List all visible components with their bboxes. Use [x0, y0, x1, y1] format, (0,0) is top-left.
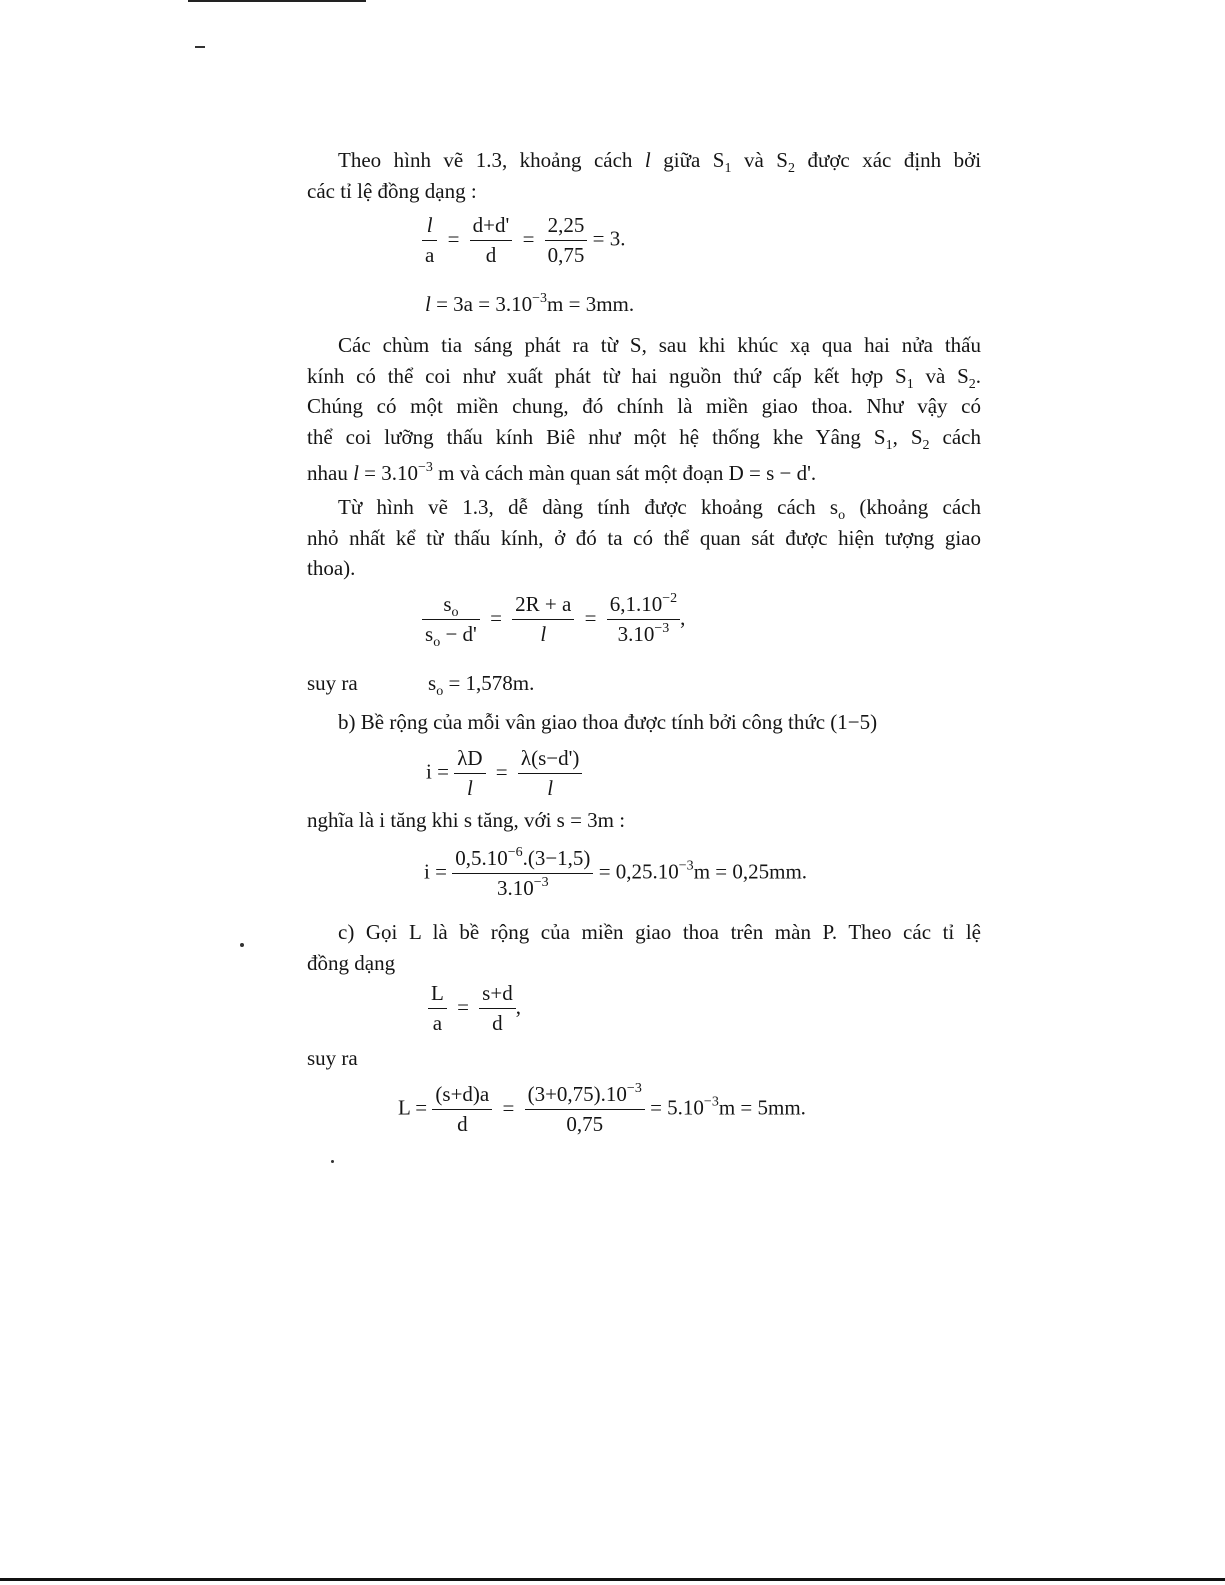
top-rule [188, 0, 366, 2]
text: Các chùm tia sáng phát ra từ S, sau khi khúc xạ qua hai nửa thấu [338, 333, 981, 357]
equation-ratio-l-a: $\frac{l}{a}$ = $\frac{d+d'}{d}$ = $\frac{2,25}{0,75}$ = 3. [422, 213, 626, 268]
text: giữa [663, 148, 701, 172]
s0-result: $s_o = 1,578m$. [428, 671, 535, 699]
paragraph-b: b) Bề rộng của mỗi vân giao thoa được tính bởi công thức (1−5) [338, 710, 878, 734]
suy-ra-label: suy ra [307, 671, 358, 695]
bottom-rule [0, 1578, 1225, 1581]
paragraph-c [307, 917, 981, 978]
text: Theo hình vẽ 1.3, khoảng cách [338, 148, 633, 172]
scan-dot [331, 1160, 334, 1163]
text: được xác định bởi [807, 148, 982, 172]
paragraph-3: Từ hình vẽ 1.3, dễ dàng tính được khoảng cách $s_o$ (khoảng cách nhỏ nhất kể từ thấu kính, ở đó ta có thể quan sát được hiện tượng giao thoa). [307, 492, 981, 584]
equation-s0-ratio: $\frac{s_o}{s_o - d'}$ = $\frac{2R + a}{l}$ = $\frac{6,1.10^{-2}}{3.10^{-3}}$ , [422, 592, 685, 647]
paragraph-2: Các chùm tia sáng phát ra từ S, sau khi khúc xạ qua hai nửa thấu kính có thể coi như xuất phát từ hai nguồn thứ cấp kết hợp $S_1$ và $S_2$. Chúng có một miền chung, đó chính là miền giao thoa. Như vậy có thể coi lưỡng thấu kính Biê như một hệ thống khe Yâng $S_1$, $S_2$ cách nhau $l = 3.10^{-3}$ m và cách màn quan sát một đoạn D = s − d'. [307, 330, 981, 489]
equation-fringe-width: i = $\frac{\lambda D}{l}$ = $\frac{\lambda(s-d')}{l}$ [426, 746, 582, 801]
equation-l-value: $l = 3a = 3.10^{-3}m = 3mm$. [425, 291, 635, 316]
text: nhỏ nhất kể từ thấu kính, ở đó ta có thể quan sát được hiện tượng giao [307, 525, 981, 550]
paragraph-5: nghĩa là i tăng khi s tăng, với s = 3m : [307, 808, 626, 832]
text: Chúng có một miền chung, đó chính là miền giao thoa. Như vậy có [307, 394, 981, 418]
text: S [776, 148, 788, 172]
text: đồng dạng [307, 950, 396, 975]
text: thoa). [307, 556, 356, 580]
equation-L-value: L = $\frac{(s+d)a}{d}$ = $\frac{(3+0,75).10^{-3}}{0,75}$ = $5.10^{-3}m = 5mm$. [398, 1081, 806, 1137]
equation-i-value: i = $\frac{0,5.10^{-6}.(3-1,5)}{3.10^{-3}}$ = $0,25.10^{-3}m = 0,25mm$. [424, 845, 808, 901]
suy-ra-label-2: suy ra [307, 1046, 358, 1070]
var-l: l [644, 148, 651, 172]
text: S [712, 148, 725, 172]
subscript: 2 [787, 161, 795, 176]
text: các tỉ lệ đồng dạng : [307, 178, 477, 203]
text: c) Gọi L là bề rộng của miền giao thoa trên màn P. Theo các tỉ lệ [338, 920, 981, 944]
scan-dot [240, 943, 244, 947]
paragraph-1 [307, 145, 981, 206]
scan-mark [195, 46, 205, 48]
equation-L-ratio: $\frac{L}{a}$ = $\frac{s+d}{d}$ , [428, 981, 521, 1036]
subscript: 1 [724, 161, 732, 176]
text: và [743, 148, 764, 172]
